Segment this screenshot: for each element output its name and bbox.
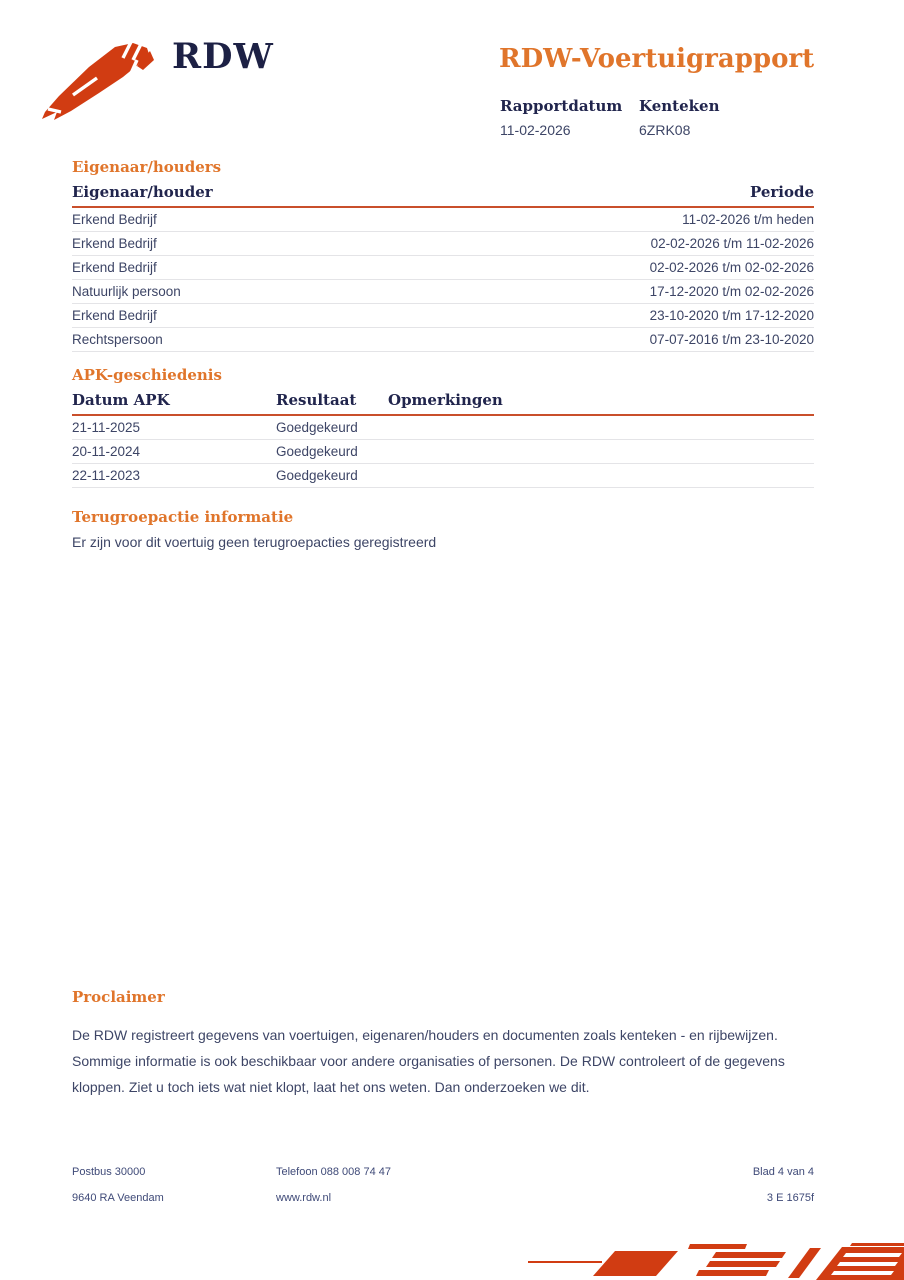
apk-section [72, 366, 814, 488]
period-cell: 02-02-2026 t/m 02-02-2026 [414, 256, 814, 280]
period-cell: 17-12-2020 t/m 02-02-2026 [414, 280, 814, 304]
rdw-logo-text: RDW [172, 36, 274, 77]
apk-result-cell: Goedgekeurd [276, 440, 388, 464]
table-row [72, 232, 814, 256]
proclaimer-section [72, 988, 814, 1100]
table-row [72, 328, 814, 352]
period-cell: 02-02-2026 t/m 11-02-2026 [414, 232, 814, 256]
page-footer [72, 1166, 814, 1205]
recall-section [72, 508, 814, 550]
period-cell: 11-02-2026 t/m heden [414, 207, 814, 232]
apk-col-date: Datum APK [72, 391, 276, 415]
table-row [72, 207, 814, 232]
page-title: RDW-Voertuigrapport [499, 44, 815, 74]
report-date-value: 11-02-2026 [500, 122, 571, 138]
recall-text: Er zijn voor dit voertuig geen terugroepacties geregistreerd [72, 534, 437, 550]
table-row [72, 464, 814, 488]
table-row [72, 256, 814, 280]
period-cell: 23-10-2020 t/m 17-12-2020 [414, 304, 814, 328]
footer-page-indicator: Blad 4 van 4 [752, 1166, 814, 1178]
table-row [72, 415, 814, 440]
owner-cell: Natuurlijk persoon [72, 280, 414, 304]
footer-row-2 [72, 1192, 814, 1205]
license-plate-label: Kenteken [639, 97, 720, 115]
owners-col-owner: Eigenaar/houder [72, 183, 414, 207]
apk-remarks-cell [388, 415, 814, 440]
owners-section [72, 158, 814, 352]
footer-flag-graphic [510, 1243, 904, 1280]
apk-header-row [72, 391, 814, 415]
period-cell: 07-07-2016 t/m 23-10-2020 [414, 328, 814, 352]
report-date-label: Rapportdatum [500, 97, 623, 115]
report-date-block [500, 97, 639, 138]
apk-col-remarks: Opmerkingen [388, 391, 814, 415]
recall-section-title: Terugroepactie informatie [72, 508, 294, 526]
apk-result-cell: Goedgekeurd [276, 415, 388, 440]
apk-remarks-cell [388, 464, 814, 488]
owners-header-row [72, 183, 814, 207]
owners-table [72, 183, 814, 352]
apk-date-cell: 22-11-2023 [72, 464, 276, 488]
owner-cell: Erkend Bedrijf [72, 207, 414, 232]
rdw-flag-icon [36, 38, 158, 128]
footer-form-code: 3 E 1675f [766, 1192, 814, 1204]
owner-cell: Rechtspersoon [72, 328, 414, 352]
table-row [72, 280, 814, 304]
owner-cell: Erkend Bedrijf [72, 256, 414, 280]
owner-cell: Erkend Bedrijf [72, 232, 414, 256]
license-plate-block [639, 97, 719, 138]
apk-table [72, 391, 814, 488]
apk-date-cell: 21-11-2025 [72, 415, 276, 440]
footer-city: 9640 RA Veendam [72, 1192, 164, 1204]
report-meta [500, 97, 719, 138]
table-row [72, 304, 814, 328]
proclaimer-section-title: Proclaimer [72, 988, 165, 1006]
owners-col-period: Periode [414, 183, 814, 207]
table-row [72, 440, 814, 464]
apk-result-cell: Goedgekeurd [276, 464, 388, 488]
footer-row-1 [72, 1166, 814, 1179]
apk-col-result: Resultaat [276, 391, 388, 415]
proclaimer-text: De RDW registreert gegevens van voertuigen, eigenaren/houders en documenten zoals kenteken - en rijbewijzen. Sommige informatie is ook beschikbaar voor andere organisaties of personen. De RDW controleert of de gegevens kloppen. Ziet u toch iets wat niet klopt, laat het ons weten. Dan onderzoeken we dit. [72, 1027, 785, 1095]
apk-date-cell: 20-11-2024 [72, 440, 276, 464]
footer-phone: Telefoon 088 008 74 47 [276, 1166, 391, 1178]
apk-section-title: APK-geschiedenis [72, 366, 222, 384]
footer-website: www.rdw.nl [276, 1192, 332, 1204]
rdw-logo [36, 38, 274, 128]
owner-cell: Erkend Bedrijf [72, 304, 414, 328]
owners-section-title: Eigenaar/houders [72, 158, 222, 176]
footer-postbus: Postbus 30000 [72, 1166, 146, 1178]
license-plate-value: 6ZRK08 [639, 122, 691, 138]
apk-remarks-cell [388, 440, 814, 464]
